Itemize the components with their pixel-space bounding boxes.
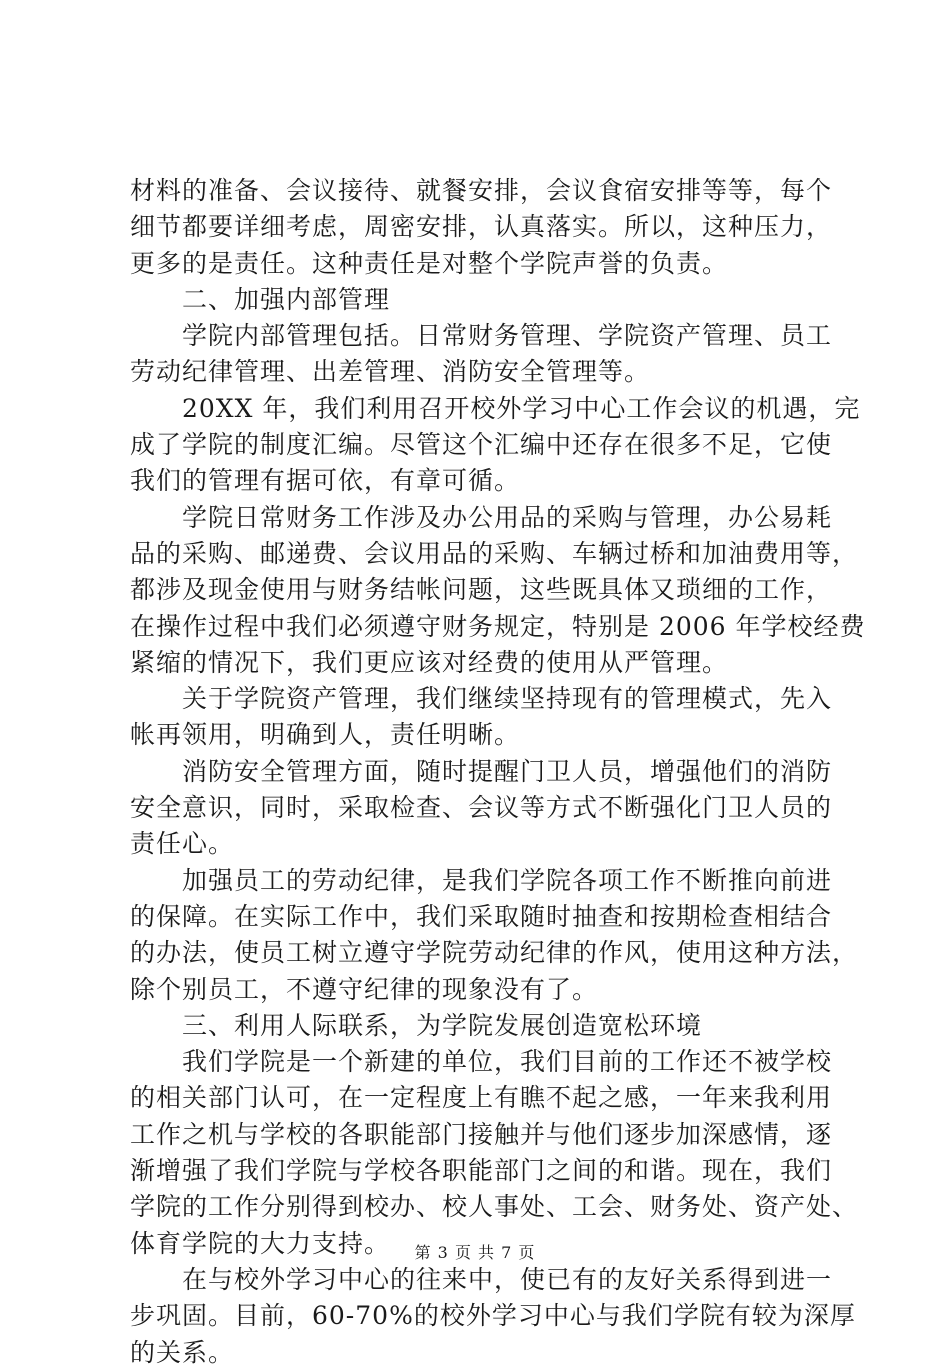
- text-line: 材料的准备、会议接待、就餐安排，会议食宿安排等等，每个: [130, 176, 833, 205]
- text-line: 帐再领用，明确到人，责任明晰。: [130, 720, 521, 750]
- document-body: [130, 173, 866, 1371]
- text-line: 安全意识，同时，采取检查、会议等方式不断强化门卫人员的: [130, 793, 833, 823]
- text-line: 细节都要详细考虑，周密安排，认真落实。所以，这种压力，: [130, 212, 833, 242]
- text-line: 都涉及现金使用与财务结帐问题，这些既具体又琐细的工作，: [130, 575, 833, 605]
- text-line: 除个别员工，不遵守纪律的现象没有了。: [130, 974, 599, 1004]
- text-line: 加强员工的劳动纪律，是我们学院各项工作不断推向前进: [182, 865, 833, 895]
- text-line: 渐增强了我们学院与学校各职能部门之间的和谐。现在，我们: [130, 1156, 833, 1186]
- text-line: 的关系。: [130, 1337, 235, 1367]
- text-line: 在操作过程中我们必须遵守财务规定，特别是 2006 年学校经费: [130, 611, 866, 641]
- text-line: 成了学院的制度汇编。尽管这个汇编中还存在很多不足，它使: [130, 430, 833, 460]
- section-heading: 三、利用人际联系，为学院发展创造宽松环境: [182, 1010, 703, 1040]
- text-line: 20XX 年，我们利用召开校外学习中心工作会议的机遇，完: [182, 393, 861, 423]
- text-line: 学院的工作分别得到校办、校人事处、工会、财务处、资产处、: [130, 1192, 859, 1222]
- text-line: 责任心。: [130, 829, 235, 859]
- text-line: 体育学院的大力支持。: [130, 1228, 391, 1258]
- page-footer: [0, 1243, 950, 1263]
- text-line: 品的采购、邮递费、会议用品的采购、车辆过桥和加油费用等，: [130, 538, 859, 568]
- text-line: 的相关部门认可，在一定程度上有瞧不起之感，一年来我利用: [130, 1083, 833, 1113]
- text-line: 的办法，使员工树立遵守学院劳动纪律的作风，使用这种方法，: [130, 938, 859, 968]
- text-line: 在与校外学习中心的往来中，使已有的友好关系得到进一: [182, 1264, 833, 1294]
- text-line: 更多的是责任。这种责任是对整个学院声誉的负责。: [130, 248, 729, 278]
- text-line: 学院内部管理包括。日常财务管理、学院资产管理、员工: [182, 321, 833, 351]
- text-line: 消防安全管理方面，随时提醒门卫人员，增强他们的消防: [182, 756, 833, 786]
- page-number: 第 3 页 共 7 页: [414, 1243, 536, 1262]
- text-line: 步巩固。目前，60-70%的校外学习中心与我们学院有较为深厚: [130, 1301, 856, 1331]
- text-line: 我们的管理有据可依，有章可循。: [130, 466, 521, 496]
- text-line: 关于学院资产管理，我们继续坚持现有的管理模式，先入: [182, 684, 833, 714]
- text-line: 我们学院是一个新建的单位，我们目前的工作还不被学校: [182, 1047, 833, 1077]
- text-line: 的保障。在实际工作中，我们采取随时抽查和按期检查相结合: [130, 901, 833, 931]
- text-line: 劳动纪律管理、出差管理、消防安全管理等。: [130, 357, 651, 387]
- text-line: 工作之机与学校的各职能部门接触并与他们逐步加深感情，逐: [130, 1119, 833, 1149]
- text-line: 学院日常财务工作涉及办公用品的采购与管理，办公易耗: [182, 502, 833, 532]
- section-heading: 二、加强内部管理: [182, 284, 391, 314]
- text-line: 紧缩的情况下，我们更应该对经费的使用从严管理。: [130, 647, 729, 677]
